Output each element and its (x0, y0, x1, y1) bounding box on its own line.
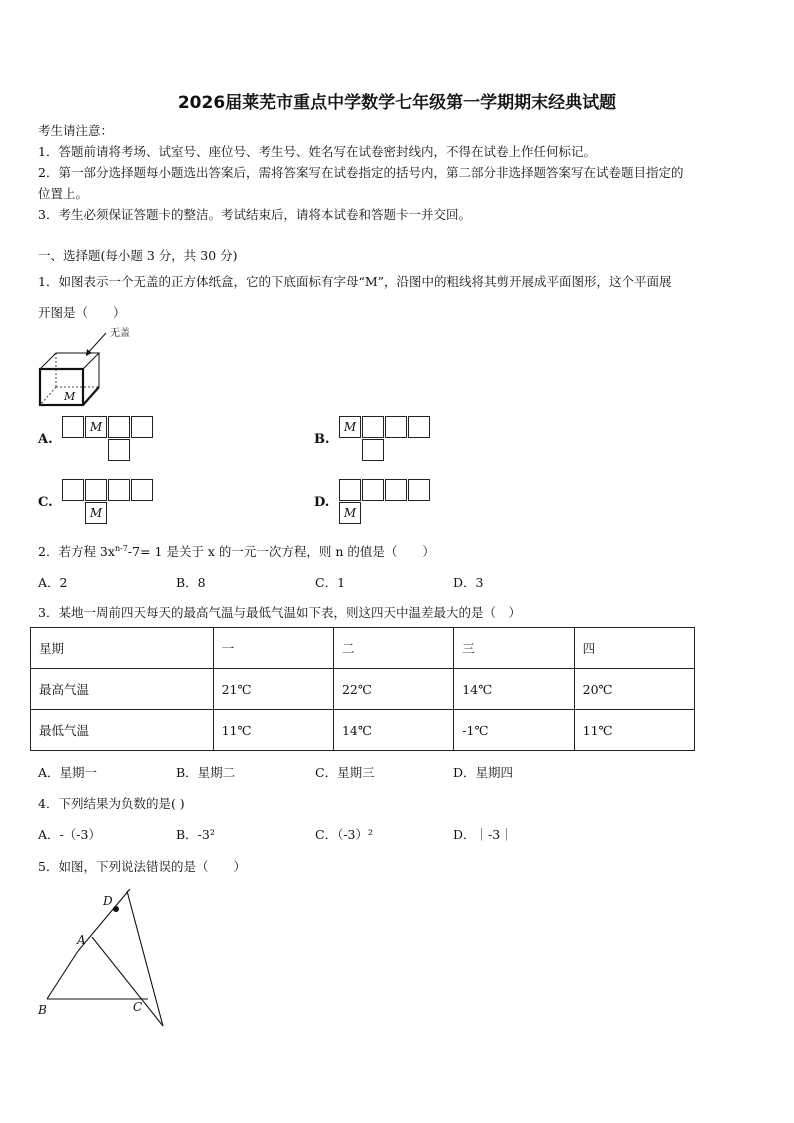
q1-option-d-label: D. (314, 495, 330, 510)
q2-option-d: D．3 (453, 575, 484, 590)
table-cell: 21℃ (213, 669, 333, 710)
q1-option-c-label: C. (38, 495, 53, 510)
q1-stem-line1: 1．如图表示一个无盖的正方体纸盒，它的下底面标有字母“M”，沿图中的粗线将其剪开展成平面图形，这个平面展 (38, 274, 672, 289)
table-row (31, 710, 695, 751)
table-row (31, 669, 695, 710)
point-label-c: C (133, 1000, 143, 1014)
table-cell: 最低气温 (31, 710, 214, 751)
cube-letter: M (64, 390, 76, 403)
q3-option-b: B．星期二 (176, 765, 236, 780)
table-cell: 14℃ (333, 710, 453, 751)
q2-option-b: B．8 (176, 575, 206, 590)
q2-option-a: A．2 (38, 575, 68, 590)
table-cell: 四 (574, 628, 694, 669)
q1-option-c-net: M (62, 479, 162, 529)
q4-option-c: C．（-3）² (315, 827, 374, 842)
temperature-table (30, 627, 695, 751)
q5-stem: 5．如图，下列说法错误的是（ ） (38, 859, 246, 874)
q4-option-a: A．-（-3） (38, 827, 101, 842)
point-label-b: B (38, 1003, 47, 1017)
notice-item-2-cont: 位置上。 (38, 186, 89, 201)
q4-option-d: D．｜-3｜ (453, 827, 513, 842)
q3-option-c: C．星期三 (315, 765, 375, 780)
point-label-a: A (77, 933, 86, 947)
q1-option-a-net: M (62, 416, 162, 466)
table-cell: 22℃ (333, 669, 453, 710)
table-cell: 三 (454, 628, 574, 669)
table-cell: 星期 (31, 628, 214, 669)
q2-stem: 2．若方程 $3x^{n-7}-7= 1$ 是关于 x 的一元一次方程，则 n 的值是（ ） (38, 543, 435, 559)
q2-option-c: C．1 (315, 575, 346, 590)
q3-stem: 3．某地一周前四天每天的最高气温与最低气温如下表，则这四天中温差最大的是（ ） (38, 605, 521, 620)
q4-stem: 4．下列结果为负数的是( ) (38, 796, 185, 811)
q1-option-d-net: M (339, 479, 439, 529)
page-title: 2026届莱芜市重点中学数学七年级第一学期期末经典试题 (177, 93, 617, 113)
cube-open-label: 无盖 (110, 328, 130, 339)
table-cell: 11℃ (574, 710, 694, 751)
table-row (31, 628, 695, 669)
table-cell: 二 (333, 628, 453, 669)
q3-option-d: D．星期四 (453, 765, 514, 780)
table-cell: 11℃ (213, 710, 333, 751)
q1-option-a-label: A. (38, 432, 53, 447)
notice-heading: 考生请注意： (38, 123, 114, 138)
notice-item-1: 1．答题前请将考场、试室号、座位号、考生号、姓名写在试卷密封线内，不得在试卷上作任何标记。 (38, 144, 596, 159)
table-cell: -1℃ (454, 710, 574, 751)
q4-option-b: B．-3² (176, 827, 215, 842)
q3-option-a: A．星期一 (38, 765, 98, 780)
table-cell: 一 (213, 628, 333, 669)
table-cell: 最高气温 (31, 669, 214, 710)
table-cell: 20℃ (574, 669, 694, 710)
q1-option-b-label: B. (314, 432, 330, 447)
notice-item-2: 2．第一部分选择题每小题选出答案后，需将答案写在试卷指定的括号内，第二部分非选择题答案写在试卷题目指定的 (38, 165, 684, 180)
table-cell: 14℃ (454, 669, 574, 710)
section-heading: 一、选择题(每小题 3 分，共 30 分) (38, 248, 238, 263)
q1-stem-line2: 开图是（ ） (38, 305, 126, 320)
q1-option-b-net: M (339, 416, 439, 466)
point-label-d: D (103, 894, 113, 908)
notice-item-3: 3．考生必须保证答题卡的整洁。考试结束后，请将本试卷和答题卡一并交回。 (38, 207, 471, 222)
